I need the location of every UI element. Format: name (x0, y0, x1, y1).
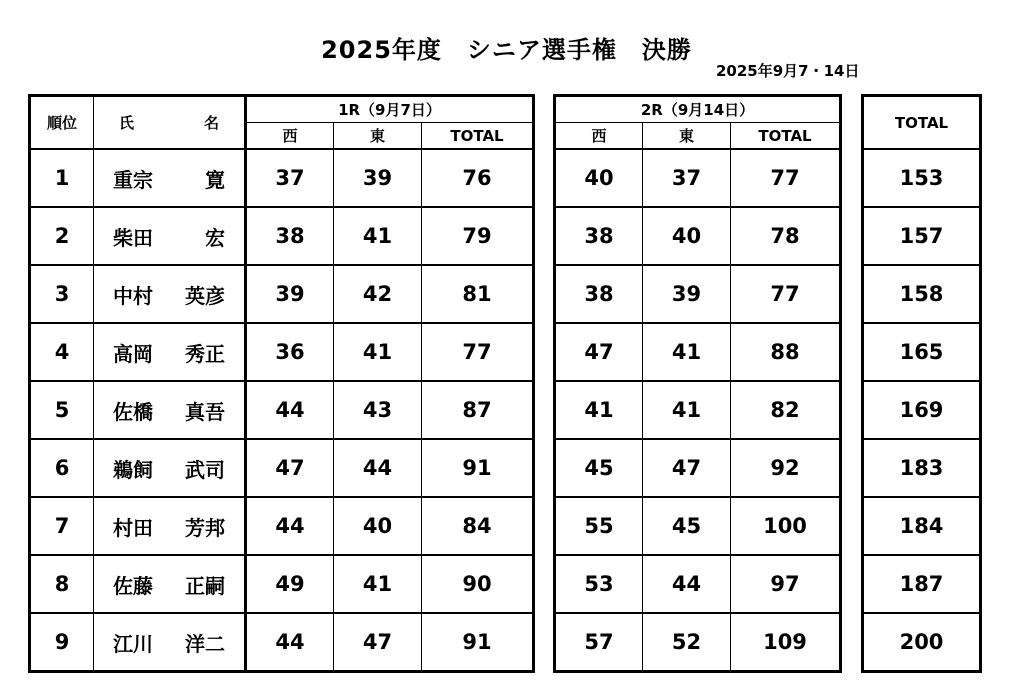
grand-total-header-row (863, 96, 981, 150)
round1-body (30, 149, 534, 672)
table-row (30, 265, 534, 323)
player-name-cell (94, 497, 246, 555)
name-header-a: 氏 (119, 114, 135, 132)
round1-east-cell: 41 (334, 323, 422, 381)
table-row (555, 265, 841, 323)
player-last-name: 中村 (113, 283, 153, 308)
table-row (30, 497, 534, 555)
grand-total-cell: 157 (863, 207, 981, 265)
grand-total-cell: 169 (863, 381, 981, 439)
grand-total-body (863, 149, 981, 672)
round1-west-cell: 44 (246, 381, 334, 439)
round2-west-cell: 57 (555, 613, 643, 672)
table-row (555, 149, 841, 207)
round2-subheader-row (555, 123, 841, 150)
grand-total-cell: 184 (863, 497, 981, 555)
event-date: 2025年9月7・14日 (716, 62, 860, 80)
round1-total-header: TOTAL (422, 123, 534, 150)
table-row (555, 613, 841, 672)
round2-east-cell: 41 (643, 381, 731, 439)
round2-header-row (555, 96, 841, 123)
player-name-cell (94, 323, 246, 381)
table-row (30, 381, 534, 439)
player-first-name: 秀正 (185, 341, 225, 366)
table-row (863, 207, 981, 265)
round2-west-cell: 38 (555, 265, 643, 323)
round2-west-header: 西 (555, 123, 643, 150)
player-first-name: 洋二 (185, 631, 225, 656)
table-row (863, 439, 981, 497)
round1-west-cell: 44 (246, 497, 334, 555)
player-name-cell (94, 381, 246, 439)
round1-west-cell: 44 (246, 613, 334, 672)
player-last-name: 村田 (113, 515, 153, 540)
round1-west-cell: 36 (246, 323, 334, 381)
grand-total-cell: 183 (863, 439, 981, 497)
player-last-name: 重宗 (113, 167, 153, 192)
round2-east-header: 東 (643, 123, 731, 150)
round1-west-cell: 39 (246, 265, 334, 323)
table-row (30, 207, 534, 265)
round2-body (555, 149, 841, 672)
player-first-name: 武司 (185, 457, 225, 482)
round1-total-cell: 90 (422, 555, 534, 613)
player-name-cell (94, 207, 246, 265)
round2-total-cell: 77 (731, 265, 841, 323)
table-row (863, 381, 981, 439)
round1-east-cell: 40 (334, 497, 422, 555)
rank-header: 順位 (30, 96, 94, 150)
grand-total-header: TOTAL (863, 96, 981, 150)
rank-cell: 4 (30, 323, 94, 381)
round1-total-cell: 87 (422, 381, 534, 439)
table-row (863, 265, 981, 323)
player-name-cell (94, 439, 246, 497)
grand-total-cell: 200 (863, 613, 981, 672)
rank-cell: 2 (30, 207, 94, 265)
round2-west-cell: 53 (555, 555, 643, 613)
round1-east-cell: 47 (334, 613, 422, 672)
round2-east-cell: 44 (643, 555, 731, 613)
table-row (863, 497, 981, 555)
round1-total-cell: 84 (422, 497, 534, 555)
round1-east-header: 東 (334, 123, 422, 150)
player-name-cell (94, 149, 246, 207)
round1-table (28, 94, 535, 673)
round1-east-cell: 43 (334, 381, 422, 439)
round2-east-cell: 37 (643, 149, 731, 207)
round2-west-cell: 38 (555, 207, 643, 265)
round1-east-cell: 41 (334, 555, 422, 613)
player-last-name: 鵜飼 (113, 457, 153, 482)
round2-total-header: TOTAL (731, 123, 841, 150)
round1-west-cell: 38 (246, 207, 334, 265)
player-first-name: 英彦 (185, 283, 225, 308)
player-first-name: 正嗣 (185, 573, 225, 598)
round1-west-header: 西 (246, 123, 334, 150)
round1-east-cell: 42 (334, 265, 422, 323)
round2-west-cell: 47 (555, 323, 643, 381)
table-row (555, 207, 841, 265)
table-row (863, 323, 981, 381)
round2-east-cell: 39 (643, 265, 731, 323)
round2-total-cell: 109 (731, 613, 841, 672)
round1-east-cell: 39 (334, 149, 422, 207)
round2-east-cell: 41 (643, 323, 731, 381)
name-header-b: 名 (203, 114, 219, 132)
round1-total-cell: 79 (422, 207, 534, 265)
round1-east-cell: 41 (334, 207, 422, 265)
table-row (30, 439, 534, 497)
rank-cell: 1 (30, 149, 94, 207)
round2-west-cell: 45 (555, 439, 643, 497)
table-row (30, 555, 534, 613)
rank-cell: 7 (30, 497, 94, 555)
round2-west-cell: 55 (555, 497, 643, 555)
grand-total-table (861, 94, 982, 673)
player-first-name: 宏 (205, 225, 225, 250)
table-row (863, 613, 981, 672)
round2-total-cell: 82 (731, 381, 841, 439)
grand-total-cell: 158 (863, 265, 981, 323)
player-last-name: 柴田 (113, 225, 153, 250)
player-last-name: 江川 (113, 631, 153, 656)
round1-header: 1R（9月7日） (246, 96, 534, 123)
player-last-name: 高岡 (113, 341, 153, 366)
round1-total-cell: 77 (422, 323, 534, 381)
player-first-name: 寛 (205, 167, 225, 192)
player-name-cell (94, 265, 246, 323)
rank-cell: 5 (30, 381, 94, 439)
round2-east-cell: 45 (643, 497, 731, 555)
round1-header-row (30, 96, 534, 123)
table-row (30, 323, 534, 381)
round1-total-cell: 81 (422, 265, 534, 323)
table-row (30, 149, 534, 207)
round2-total-cell: 92 (731, 439, 841, 497)
round2-east-cell: 52 (643, 613, 731, 672)
table-row (555, 555, 841, 613)
round2-total-cell: 77 (731, 149, 841, 207)
round2-west-cell: 40 (555, 149, 643, 207)
player-last-name: 佐橋 (113, 399, 153, 424)
rank-cell: 6 (30, 439, 94, 497)
round2-east-cell: 47 (643, 439, 731, 497)
round1-total-cell: 76 (422, 149, 534, 207)
round2-east-cell: 40 (643, 207, 731, 265)
page-title: 2025年度 シニア選手権 決勝 (321, 36, 692, 64)
round2-total-cell: 78 (731, 207, 841, 265)
grand-total-cell: 153 (863, 149, 981, 207)
round1-west-cell: 49 (246, 555, 334, 613)
table-row (555, 381, 841, 439)
table-row (30, 613, 534, 672)
round2-header: 2R（9月14日） (555, 96, 841, 123)
player-last-name: 佐藤 (113, 573, 153, 598)
rank-cell: 9 (30, 613, 94, 672)
table-row (555, 439, 841, 497)
round1-west-cell: 47 (246, 439, 334, 497)
rank-cell: 3 (30, 265, 94, 323)
round1-total-cell: 91 (422, 613, 534, 672)
player-name-cell (94, 613, 246, 672)
player-name-cell (94, 555, 246, 613)
grand-total-cell: 165 (863, 323, 981, 381)
table-row (555, 323, 841, 381)
round1-west-cell: 37 (246, 149, 334, 207)
table-row (555, 497, 841, 555)
round2-total-cell: 88 (731, 323, 841, 381)
round2-total-cell: 97 (731, 555, 841, 613)
round2-total-cell: 100 (731, 497, 841, 555)
table-row (863, 555, 981, 613)
round1-total-cell: 91 (422, 439, 534, 497)
player-first-name: 芳邦 (185, 515, 225, 540)
round2-west-cell: 41 (555, 381, 643, 439)
table-row (863, 149, 981, 207)
player-first-name: 真吾 (185, 399, 225, 424)
name-header (94, 96, 246, 150)
grand-total-cell: 187 (863, 555, 981, 613)
round1-east-cell: 44 (334, 439, 422, 497)
round2-table (553, 94, 842, 673)
rank-cell: 8 (30, 555, 94, 613)
